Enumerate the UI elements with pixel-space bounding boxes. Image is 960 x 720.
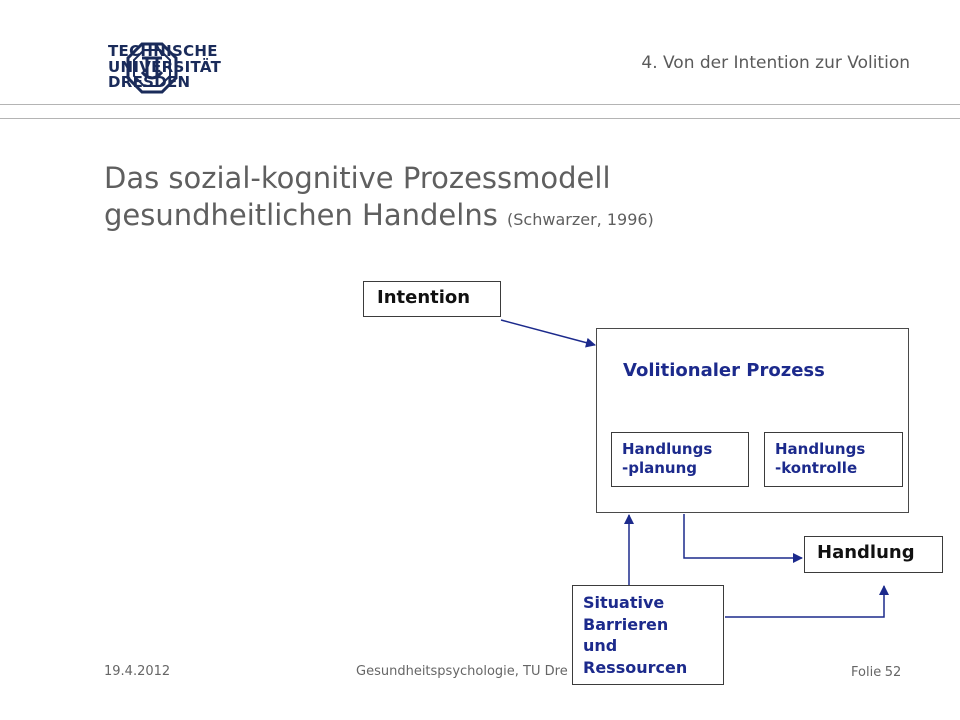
volitional-process-label: Volitionaler Prozess <box>623 360 825 381</box>
situational-barriers-box <box>572 585 724 685</box>
action-planning-box <box>611 432 749 487</box>
footer-course: Gesundheitspsychologie, TU Dre <box>356 664 568 679</box>
barriers-line-3: und <box>583 636 618 655</box>
intention-box: Intention <box>363 281 501 317</box>
footer-folio <box>851 665 901 680</box>
slide-title-line-1: Das sozial-kognitive Prozessmodell <box>104 161 611 195</box>
arrow-volition-to-action <box>684 514 802 558</box>
logo-line-3: DRESDEN <box>108 73 191 91</box>
arrow-intention-to-volition <box>501 320 595 345</box>
folio-number: 52 <box>884 665 902 680</box>
section-header: 4. Von der Intention zur Volition <box>641 53 910 73</box>
citation: (Schwarzer, 1996) <box>507 210 654 229</box>
barriers-line-1: Situative <box>583 593 665 612</box>
barriers-line-2: Barrieren <box>583 614 669 634</box>
folio-label: Folie <box>851 665 882 680</box>
slide-title-line-2-text: gesundheitlichen Handelns <box>104 198 498 232</box>
action-planning-line-2: -planung <box>622 459 697 477</box>
action-control-line-2: -kontrolle <box>775 459 858 477</box>
logo-line-1: TECHNISCHE <box>108 42 218 60</box>
arrow-barriers-to-action <box>725 586 884 617</box>
action-planning-line-1: Handlungs <box>622 440 713 458</box>
action-control-line-1: Handlungs <box>775 440 866 458</box>
barriers-line-4: Ressourcen <box>583 657 688 677</box>
logo-line-2: UNIVERSITÄT <box>108 57 222 76</box>
footer-date: 19.4.2012 <box>104 664 171 679</box>
action-control-box <box>764 432 903 487</box>
action-box: Handlung <box>804 536 943 573</box>
